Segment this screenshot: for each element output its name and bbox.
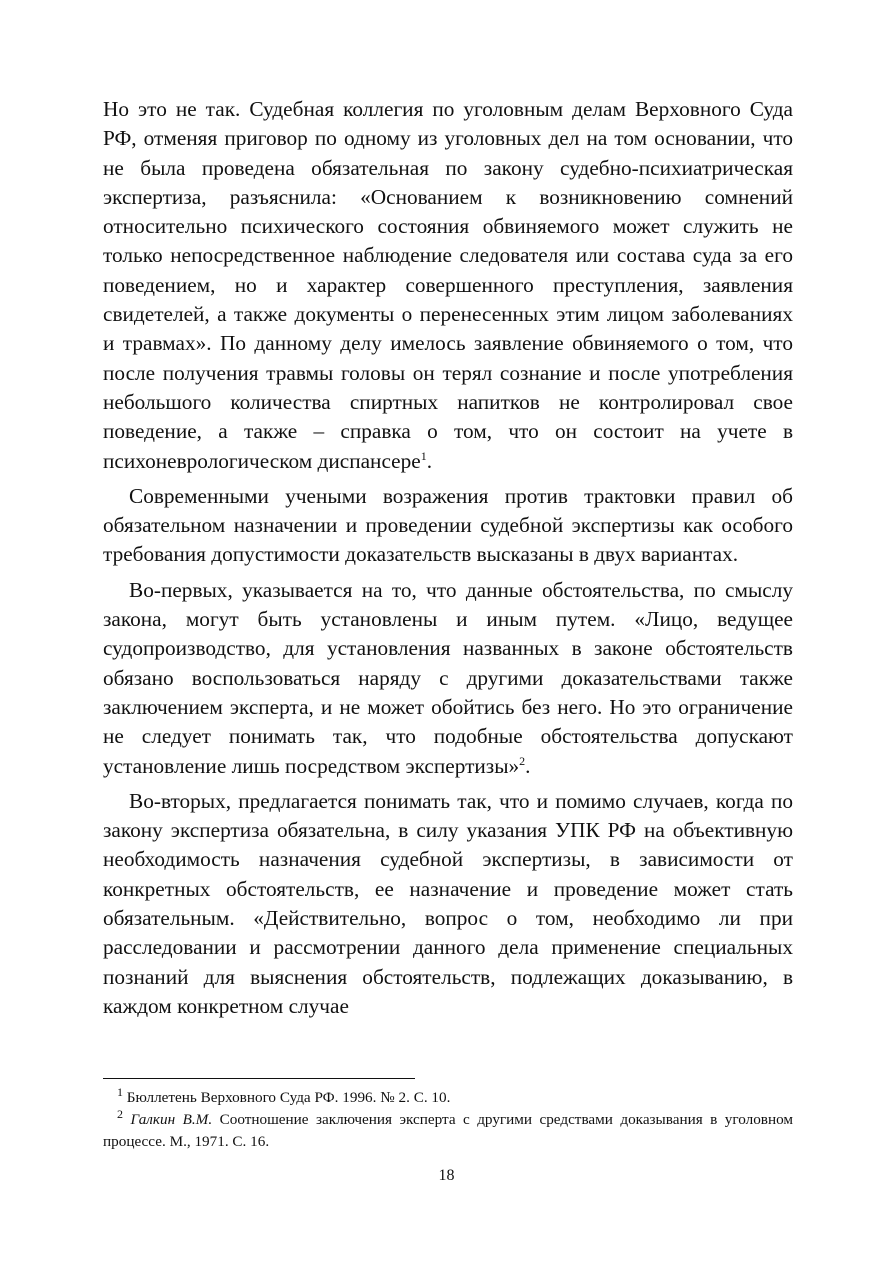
page-number: 18 — [438, 1167, 455, 1184]
body-text — [103, 95, 793, 1027]
paragraph-text: Современными учеными возражения против трактовки правил об обязательном назначении и проведении судебной экспертизы как особого требования допустимости доказательств высказаны в двух вариантах. — [103, 483, 793, 567]
footnotes — [103, 1084, 794, 1153]
footnote-number: 1 — [117, 1084, 123, 1099]
footnote — [103, 1106, 794, 1153]
paragraph — [103, 787, 793, 1021]
paragraph-text: Во-вторых, предлагается понимать так, что и помимо случаев, когда по закону экспертиза обязательна, в силу указания УПК РФ на объективную необходимость назначения судебной экспертизы, в зависимости от конкретных обстоятельств, ее назначение и проведение может стать обязательным. «Действительно, вопрос о том, необходимо ли при расследовании и рассмотрении данного дела применение специальных познаний для выяснения обстоятельств, подлежащих доказыванию, в каждом конкретном случае — [103, 788, 793, 1018]
footnote-text: Бюллетень Верховного Суда РФ. 1996. № 2. С. 10. — [126, 1089, 451, 1106]
paragraph-text: Но это не так. Судебная коллегия по уголовным делам Верховного Суда РФ, отменяя приговор по одному из уголовных дел на том основании, что не была проведена обязательная по закону судебно-психиатрическая экспертиза, разъяснила: «Основанием к возникновению сомнений относительно психического состояния обвиняемого может служить не только непосредственное наблюдение следователя или состава суда за его поведением, но и характер совершенного преступления, заявления свидетелей, а также документы о перенесенных этим лицом заболеваниях и травмах». По данному делу имелось заявление обвиняемого о том, что после получения травмы головы он терял сознание и после употребления небольшого количества спиртных напитков не контролировал свое поведение, а также – справка о том, что он состоит на учете в психоневрологическом диспансере — [103, 97, 793, 473]
paragraph-text: Во-первых, указывается на то, что данные обстоятельства, по смыслу закона, могут быть установлены и иным путем. «Лицо, ведущее судопроизводство, для установления названных в законе обстоятельств обязано воспользоваться наряду с другими доказательствами также заключением эксперта, и не может обойтись без него. Но это ограничение не следует понимать так, что подобные обстоятельства допускают установление лишь посредством экспертизы» — [103, 577, 793, 778]
footnote-author: Галкин В.М. — [130, 1111, 213, 1128]
footnote — [103, 1084, 793, 1109]
footnote-ref: 2 — [519, 753, 526, 768]
footnote-text: Соотношение заключения эксперта с другими средствами доказывания в уголовном процессе. М., 1971. С. 16. — [103, 1111, 794, 1150]
paragraph: Во-первых, указывается на то, что данные обстоятельства, по смыслу закона, могут быть установлены и иным путем. «Лицо, ведущее судопроизводство, для установления названных в законе обстоятельств обязано воспользоваться наряду с другими доказательствами также заключением эксперта, и не может обойтись без него. Но это ограничение не следует понимать так, что подобные обстоятельства допускают установление лишь посредством экспертизы»$^2$. — [103, 577, 793, 778]
footnote-ref: 1 — [420, 448, 427, 463]
footnote-number: 2 — [117, 1106, 123, 1121]
paragraph — [103, 482, 793, 570]
paragraph: Но это не так. Судебная коллегия по уголовным делам Верховного Суда РФ, отменяя приговор по одному из уголовных дел на том основании, что не была проведена обязательная по закону судебно-психиатрическая экспертиза, разъяснила: «Основанием к возникновению сомнений относительно психического состояния обвиняемого может служить не только непосредственное наблюдение следователя или состава суда за его поведением, но и характер совершенного преступления, заявления свидетелей, а также документы о перенесенных этим лицом заболеваниях и травмах». По данному делу имелось заявление обвиняемого о том, что после получения травмы головы он терял сознание и после употребления небольшого количества спиртных напитков не контролировал свое поведение, а также – справка о том, что он состоит на учете в психоневрологическом диспансере$^1$. — [103, 97, 793, 473]
footnote-divider — [103, 1078, 415, 1079]
